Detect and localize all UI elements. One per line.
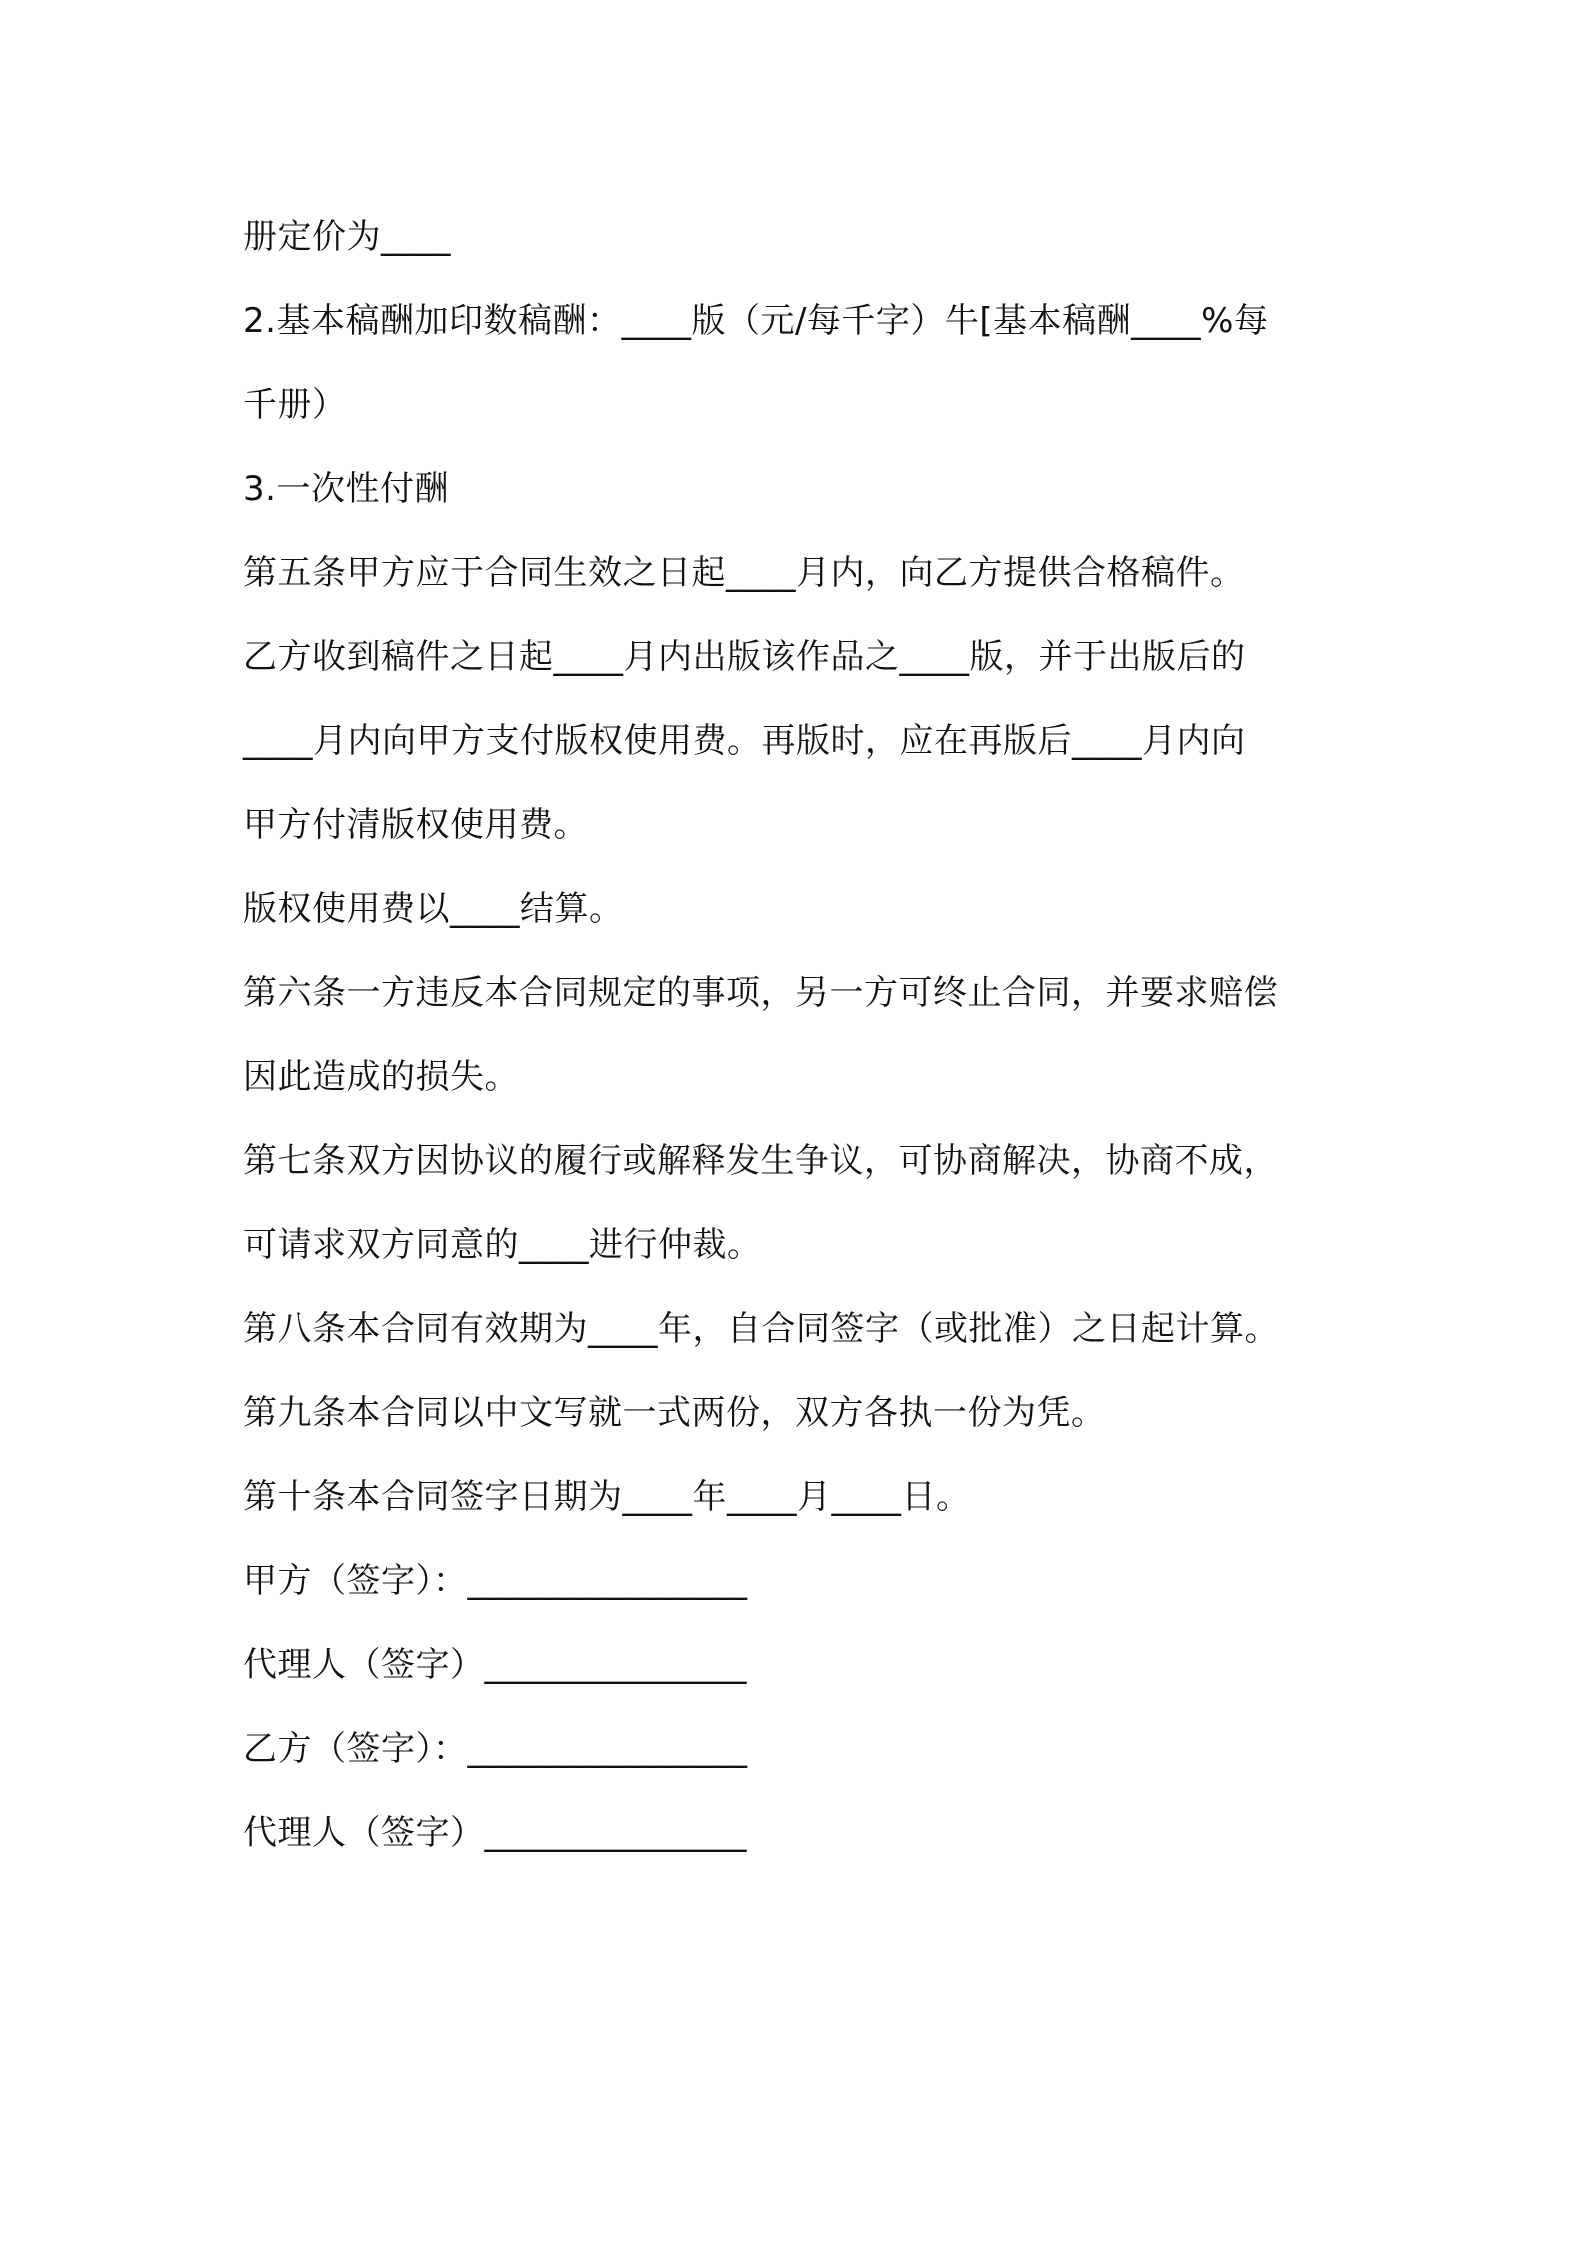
text-line: 第九条本合同以中文写就一式两份，双方各执一份为凭。 bbox=[243, 1393, 1106, 1433]
text-line: 册定价为____ bbox=[243, 217, 451, 257]
signature-line-party-b: 乙方（签字）：________________ bbox=[243, 1729, 748, 1769]
signature-line-agent-b: 代理人（签字）_______________ bbox=[243, 1813, 747, 1853]
text-line: 第十条本合同签字日期为____年____月____日。 bbox=[243, 1477, 971, 1517]
text-line: 版权使用费以____结算。 bbox=[243, 889, 624, 929]
document-body bbox=[243, 195, 1363, 1875]
text-line: ____月内向甲方支付版权使用费。再版时，应在再版后____月内向 bbox=[243, 721, 1246, 761]
signature-line-party-a: 甲方（签字）：________________ bbox=[243, 1561, 748, 1601]
text-line: 第六条一方违反本合同规定的事项，另一方可终止合同，并要求赔偿 bbox=[243, 973, 1278, 1013]
text-line: 第八条本合同有效期为____年，自合同签字（或批准）之日起计算。 bbox=[243, 1309, 1279, 1349]
text-line: 因此造成的损失。 bbox=[243, 1057, 519, 1097]
text-line: 乙方收到稿件之日起____月内出版该作品之____版，并于出版后的 bbox=[243, 637, 1246, 677]
text-line: 千册） bbox=[243, 385, 347, 425]
text-line: 甲方付清版权使用费。 bbox=[243, 805, 588, 845]
text-line: 第七条双方因协议的履行或解释发生争议，可协商解决，协商不成， bbox=[243, 1141, 1278, 1181]
text-line: 第五条甲方应于合同生效之日起____月内，向乙方提供合格稿件。 bbox=[243, 553, 1245, 593]
text-line: 可请求双方同意的____进行仲裁。 bbox=[243, 1225, 762, 1265]
text-line: 3.一次性付酬 bbox=[243, 469, 449, 509]
signature-line-agent-a: 代理人（签字）_______________ bbox=[243, 1645, 747, 1685]
text-line: 2.基本稿酬加印数稿酬：____版（元/每千字）牛[基本稿酬____%每 bbox=[243, 301, 1269, 341]
